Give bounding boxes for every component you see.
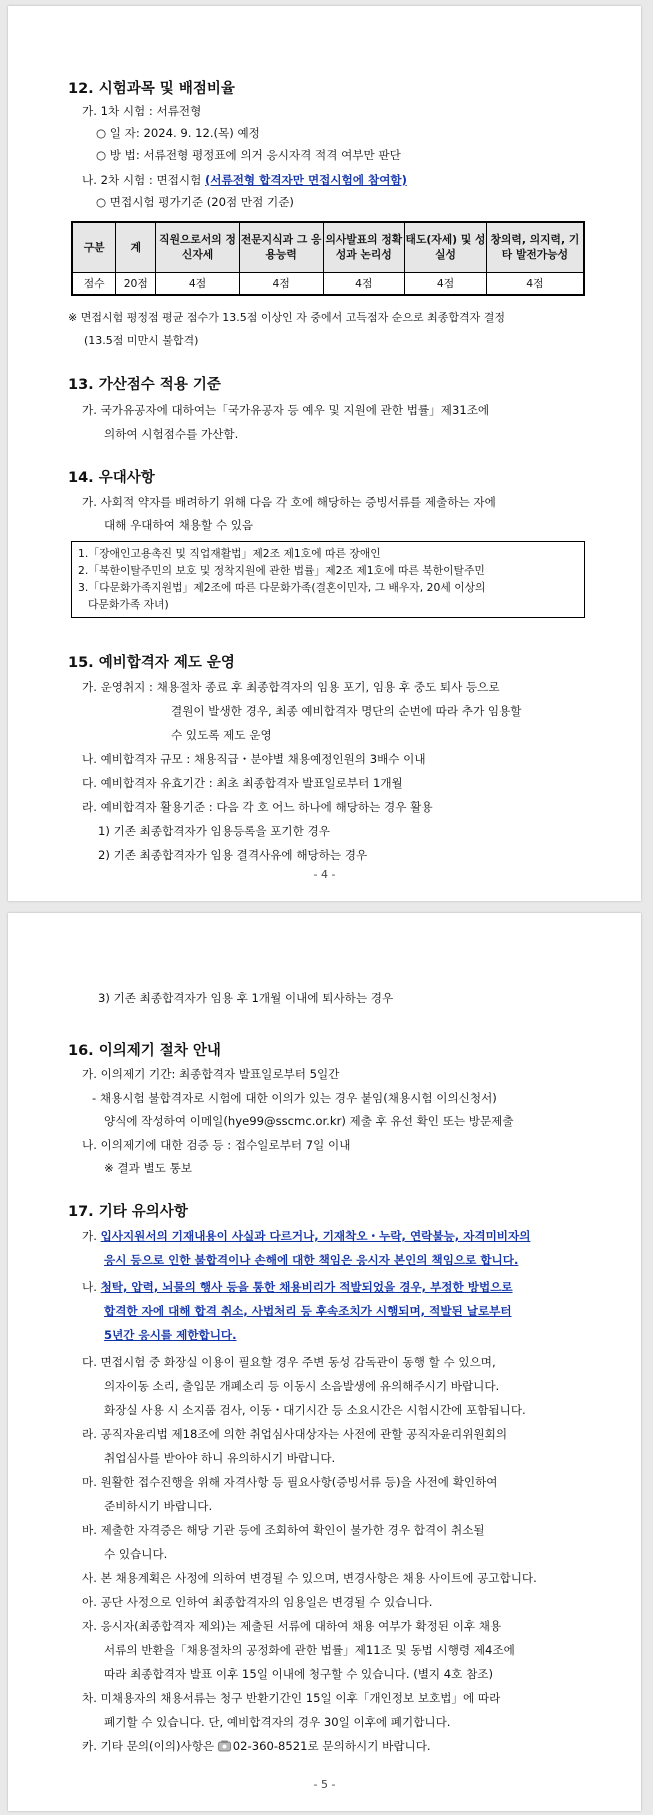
s17-ka [82,1738,431,1756]
table-header: 직원으로서의 정신자세 [156,222,240,272]
s17-sa: 사. 본 채용계획은 사정에 의하여 변경될 수 있으며, 변경사항은 채용 사이트에 공고합니다. [82,1571,537,1585]
s12-ga-2: ○ 방 법: 서류전형 평정표에 의거 응시자격 적격 여부만 판단 [96,148,401,162]
table-cell: 4점 [486,272,584,295]
table-cell: 20점 [116,272,156,295]
s15-ga-3: 수 있도록 제도 운영 [171,728,272,742]
table-cell: 4점 [405,272,487,295]
table-header: 전문지식과 그 응용능력 [239,222,323,272]
preference-item: 1.「장애인고용촉진 및 직업재활법」제2조 제1호에 따른 장애인 [78,547,381,560]
table-header: 구분 [72,222,116,272]
s16-ga: 가. 이의제기 기간: 최종합격자 발표일로부터 5일간 [82,1067,340,1081]
s17-ma-1: 마. 원활한 접수진행을 위해 자격사항 등 필요사항(증빙서류 등)을 사전에 확인하여 [82,1475,498,1489]
s17-ka-prefix: 카. 기타 문의(이의)사항은 [82,1739,218,1753]
page-number: - 5 - [313,1778,336,1791]
s14-ga-2: 대해 우대하여 채용할 수 있음 [104,518,254,532]
page-number: - 4 - [313,868,336,881]
s17-da-1: 다. 면접시험 중 화장실 이용이 필요할 경우 주변 동성 감독관이 동행 할 수 있으며, [82,1355,496,1369]
s17-cha-2: 폐기할 수 있습니다. 단, 예비합격자의 경우 30일 이후에 폐기합니다. [104,1715,451,1729]
table-header: 의사발표의 정확성과 논리성 [323,222,405,272]
s17-ga-1-text: 입사지원서의 기재내용이 사실과 다르거나, 기재착오・누락, 연락불능, 자격미비자의 [100,1229,531,1243]
table-cell: 4점 [323,272,405,295]
preference-list-box [71,541,585,618]
s17-cha-1: 차. 미채용자의 채용서류는 청구 반환기간인 15일 이후「개인정보 보호법」에 따라 [82,1691,501,1705]
s16-dash-2: 양식에 작성하여 이메일(hye99@sscmc.or.kr) 제출 후 유선 확인 또는 방문제출 [104,1114,514,1128]
s12-na [82,172,407,188]
s15-na: 나. 예비합격자 규모 : 채용직급・분야별 채용예정인원의 3배수 이내 [82,752,426,766]
table-header-row [72,222,584,272]
section-14-title: 14. 우대사항 [68,470,155,486]
s15-ra-3: 3) 기존 최종합격자가 임용 후 1개월 이내에 퇴사하는 경우 [98,991,394,1005]
s17-na-1-text: 청탁, 압력, 뇌물의 행사 등을 통한 채용비리가 적발되었을 경우, 부정한 방법으로 [100,1280,513,1294]
s15-ra-2: 2) 기존 최종합격자가 임용 결격사유에 해당하는 경우 [98,848,368,862]
s15-ga-2: 결원이 발생한 경우, 최종 예비합격자 명단의 순번에 따라 추가 임용할 [171,704,522,718]
section-13-title: 13. 가산점수 적용 기준 [68,377,221,393]
s17-ga-prefix: 가. [82,1229,101,1243]
s12-ga: 가. 1차 시험 : 서류전형 [82,104,202,118]
s17-ra-2: 취업심사를 받아야 하니 유의하시기 바랍니다. [104,1451,336,1465]
s17-ba-1: 바. 제출한 자격증은 해당 기관 등에 조회하여 확인이 불가한 경우 합격이 취소될 [82,1523,485,1537]
s12-note-2: (13.5점 미만시 불합격) [84,334,199,347]
section-17-title: 17. 기타 유의사항 [68,1204,188,1220]
s13-ga-1: 가. 국가유공자에 대하여는「국가유공자 등 예우 및 지원에 관한 법률」제31조에 [82,403,490,417]
table-cell: 4점 [239,272,323,295]
s17-a: 아. 공단 사정으로 인하여 최종합격자의 임용일은 변경될 수 있습니다. [82,1595,433,1609]
s17-ra-1: 라. 공직자윤리법 제18조에 의한 취업심사대상자는 사전에 관할 공직자윤리위원회의 [82,1427,508,1441]
s17-na-prefix: 나. [82,1280,101,1294]
document-page-4 [8,6,641,901]
s16-na: 나. 이의제기에 대한 검증 등 : 접수일로부터 7일 이내 [82,1138,351,1152]
s15-da: 다. 예비합격자 유효기간 : 최초 최종합격자 발표일로부터 1개월 [82,776,403,790]
s17-ga-1 [82,1228,530,1244]
s12-na-1: ○ 면접시험 평가기준 (20점 만점 기준) [96,195,294,209]
phone-icon [218,1740,231,1756]
s13-ga-2: 의하여 시험점수를 가산함. [104,427,239,441]
s12-note-1: ※ 면접시험 평정점 평균 점수가 13.5점 이상인 자 중에서 고득점자 순으로 최종합격자 결정 [68,311,505,324]
s17-ja-2: 서류의 반환을「채용절차의 공정화에 관한 법률」제11조 및 동법 시행령 제4조에 [104,1643,515,1657]
s17-ba-2: 수 있습니다. [104,1547,168,1561]
section-15-title: 15. 예비합격자 제도 운영 [68,655,235,671]
s17-ma-2: 준비하시기 바랍니다. [104,1499,213,1513]
table-row [72,272,584,295]
table-header: 창의력, 의지력, 기타 발전가능성 [486,222,584,272]
table-cell: 점수 [72,272,116,295]
preference-item: 3.「다문화가족지원법」제2조에 따른 다문화가족(결혼이민자, 그 배우자, 20세 이상의 [78,581,486,594]
s15-ga-1: 가. 운영취지 : 채용절차 종료 후 최종합격자의 임용 포기, 임용 후 중도 퇴사 등으로 [82,680,500,694]
s14-ga-1: 가. 사회적 약자를 배려하기 위해 다음 각 호에 해당하는 증빙서류를 제출하는 자에 [82,495,496,509]
s17-na-1 [82,1279,513,1295]
s16-note: ※ 결과 별도 통보 [104,1161,192,1175]
table-header: 계 [116,222,156,272]
s17-ga-2: 응시 등으로 인한 불합격이나 손해에 대한 책임은 응시자 본인의 책임으로 합니다. [104,1253,519,1267]
s12-na-prefix: 나. 2차 시험 : 면접시험 [82,173,205,187]
s17-ja-3: 따라 최종합격자 발표 이후 15일 이내에 청구할 수 있습니다. (별지 4호 참조) [104,1667,493,1681]
s12-na-emphasis: (서류전형 합격자만 면접시험에 참여함) [205,173,407,187]
preference-item: 2.「북한이탈주민의 보호 및 정착지원에 관한 법률」제2조 제1호에 따른 북한이탈주민 [78,564,485,577]
s17-da-2: 의자이동 소리, 출입문 개폐소리 등 이동시 소음발생에 유의해주시기 바랍니다. [104,1379,500,1393]
s12-ga-1: ○ 일 자: 2024. 9. 12.(목) 예정 [96,126,260,140]
s17-na-3: 5년간 응시를 제한합니다. [104,1328,237,1342]
s16-dash-1: - 채용시험 불합격자로 시험에 대한 이의가 있는 경우 붙임(채용시험 이의신청서) [92,1091,497,1105]
section-12-title: 12. 시험과목 및 배점비율 [68,81,235,97]
document-page-5 [8,913,641,1811]
s17-da-3: 화장실 사용 시 소지품 검사, 이동・대기시간 등 소요시간은 시험시간에 포함됩니다. [104,1403,526,1417]
preference-item-cont: 다문화가족 자녀) [88,598,169,611]
table-header: 태도(자세) 및 성실성 [405,222,487,272]
table-cell: 4점 [156,272,240,295]
interview-score-table [71,221,585,296]
s17-ka-suffix: 02-360-8521로 문의하시기 바랍니다. [232,1739,431,1753]
section-16-title: 16. 이의제기 절차 안내 [68,1043,221,1059]
s17-ja-1: 자. 응시자(최종합격자 제외)는 제출된 서류에 대하여 채용 여부가 확정된 이후 채용 [82,1619,502,1633]
s15-ra: 라. 예비합격자 활용기준 : 다음 각 호 어느 하나에 해당하는 경우 활용 [82,800,433,814]
s17-na-2: 합격한 자에 대해 합격 취소, 사법처리 등 후속조치가 시행되며, 적발된 날로부터 [104,1304,512,1318]
s15-ra-1: 1) 기존 최종합격자가 임용등록을 포기한 경우 [98,824,330,838]
